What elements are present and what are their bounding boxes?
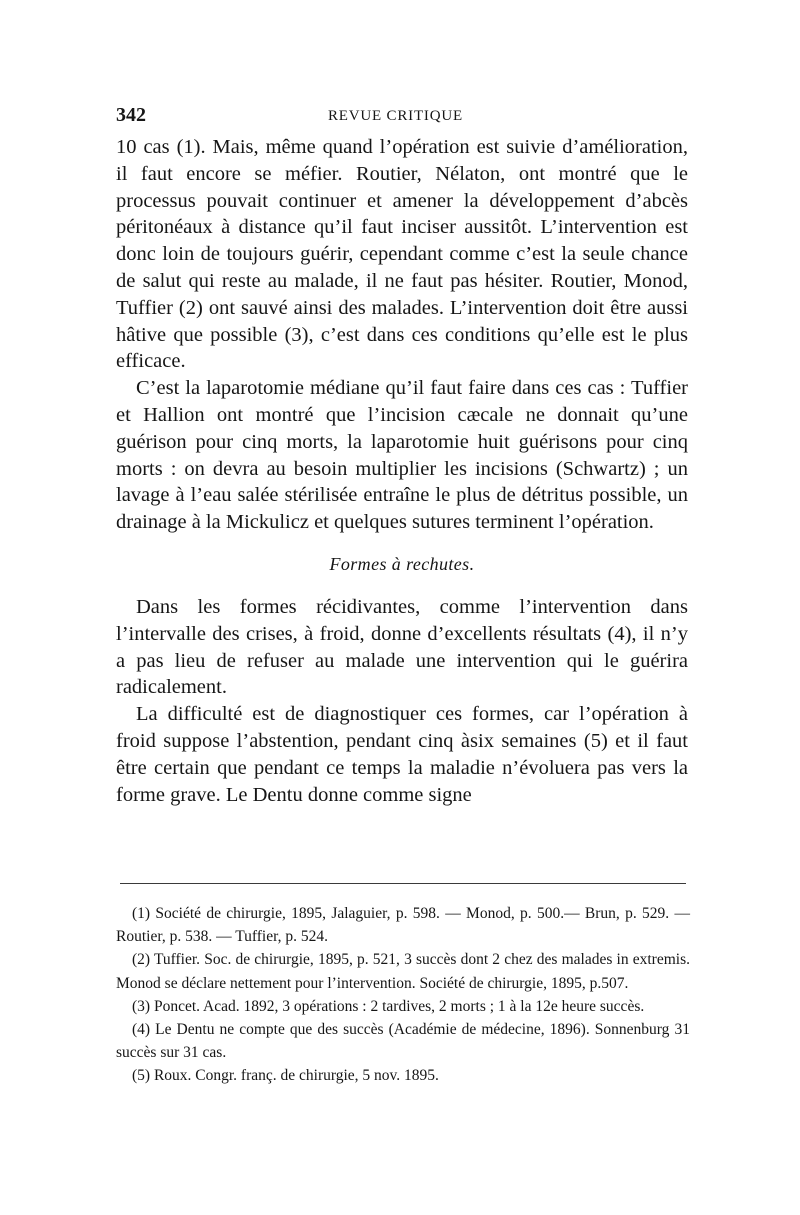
page-number: 342 [116,104,146,126]
footnote: (3) Poncet. Acad. 1892, 3 opérations : 2 tardives, 2 morts ; 1 à la 12e heure succès. [132,997,645,1015]
section-title: Formes à rechutes. [329,553,475,574]
page-header [116,104,686,130]
body-paragraph: La difficulté est de diagnostiquer ces formes, car l’opération à froid suppose l’abstention, pendant cinq àsix semaines (5) et il faut être certain que pendant ce temps la maladie n’évoluera pas vers la forme grave. Le Dentu donne comme signe [116,703,688,806]
footnote: (2) Tuffier. Soc. de chirurgie, 1895, p. 521, 3 succès dont 2 chez des malades in extremis. Monod se déclare nettement pour l’intervention. Société de chirurgie, 1895, p.507. [116,951,690,992]
body-paragraph: C’est la laparotomie médiane qu’il faut faire dans ces cas : Tuffier et Hallion ont montré que l’incision cæcale ne donnait qu’une guérison pour cinq morts, la laparotomie huit guérisons pour cinq morts : on devra au besoin multiplier les incisions (Schwartz) ; un lavage à l’eau salée stérilisée entraîne le plus de détritus possible, un drainage à la Mickulicz et quelques sutures terminent l’opération. [116,377,688,534]
body-paragraph: Dans les formes récidivantes, comme l’intervention dans l’intervalle des crises, à froid, donne d’excellents résultats (4), il n’y a pas lieu de refuser au malade une intervention qui le guérira radicalement. [116,595,688,699]
footnote: (1) Société de chirurgie, 1895, Jalaguier, p. 598. — Monod, p. 500.— Brun, p. 529. — Routier, p. 538. — Tuffier, p. 524. [116,905,690,946]
footnote: (5) Roux. Congr. franç. de chirurgie, 5 nov. 1895. [132,1067,439,1085]
footnote-divider [120,883,686,884]
footnote: (4) Le Dentu ne compte que des succès (Académie de médecine, 1896). Sonnenburg 31 succès sur 31 cas. [116,1021,690,1062]
body-paragraph: 10 cas (1). Mais, même quand l’opération est suivie d’amélioration, il faut encore se méfier. Routier, Nélaton, ont montré que le processus pouvait continuer et amener la développement d’abcès péritonéaux à distance qu’il faut inciser aussitôt. L’intervention est donc loin de toujours guérir, cependant comme c’est la seule chance de salut qui reste au malade, il ne faut pas hésiter. Routier, Monod, Tuffier (2) ont sauvé ainsi des malades. L’intervention doit être aussi hâtive que possible (3), c’est dans ces conditions qu’elle est le plus efficace. [116,136,688,373]
running-head: REVUE CRITIQUE [328,108,463,124]
main-text [116,134,688,808]
footnotes [116,902,690,1088]
